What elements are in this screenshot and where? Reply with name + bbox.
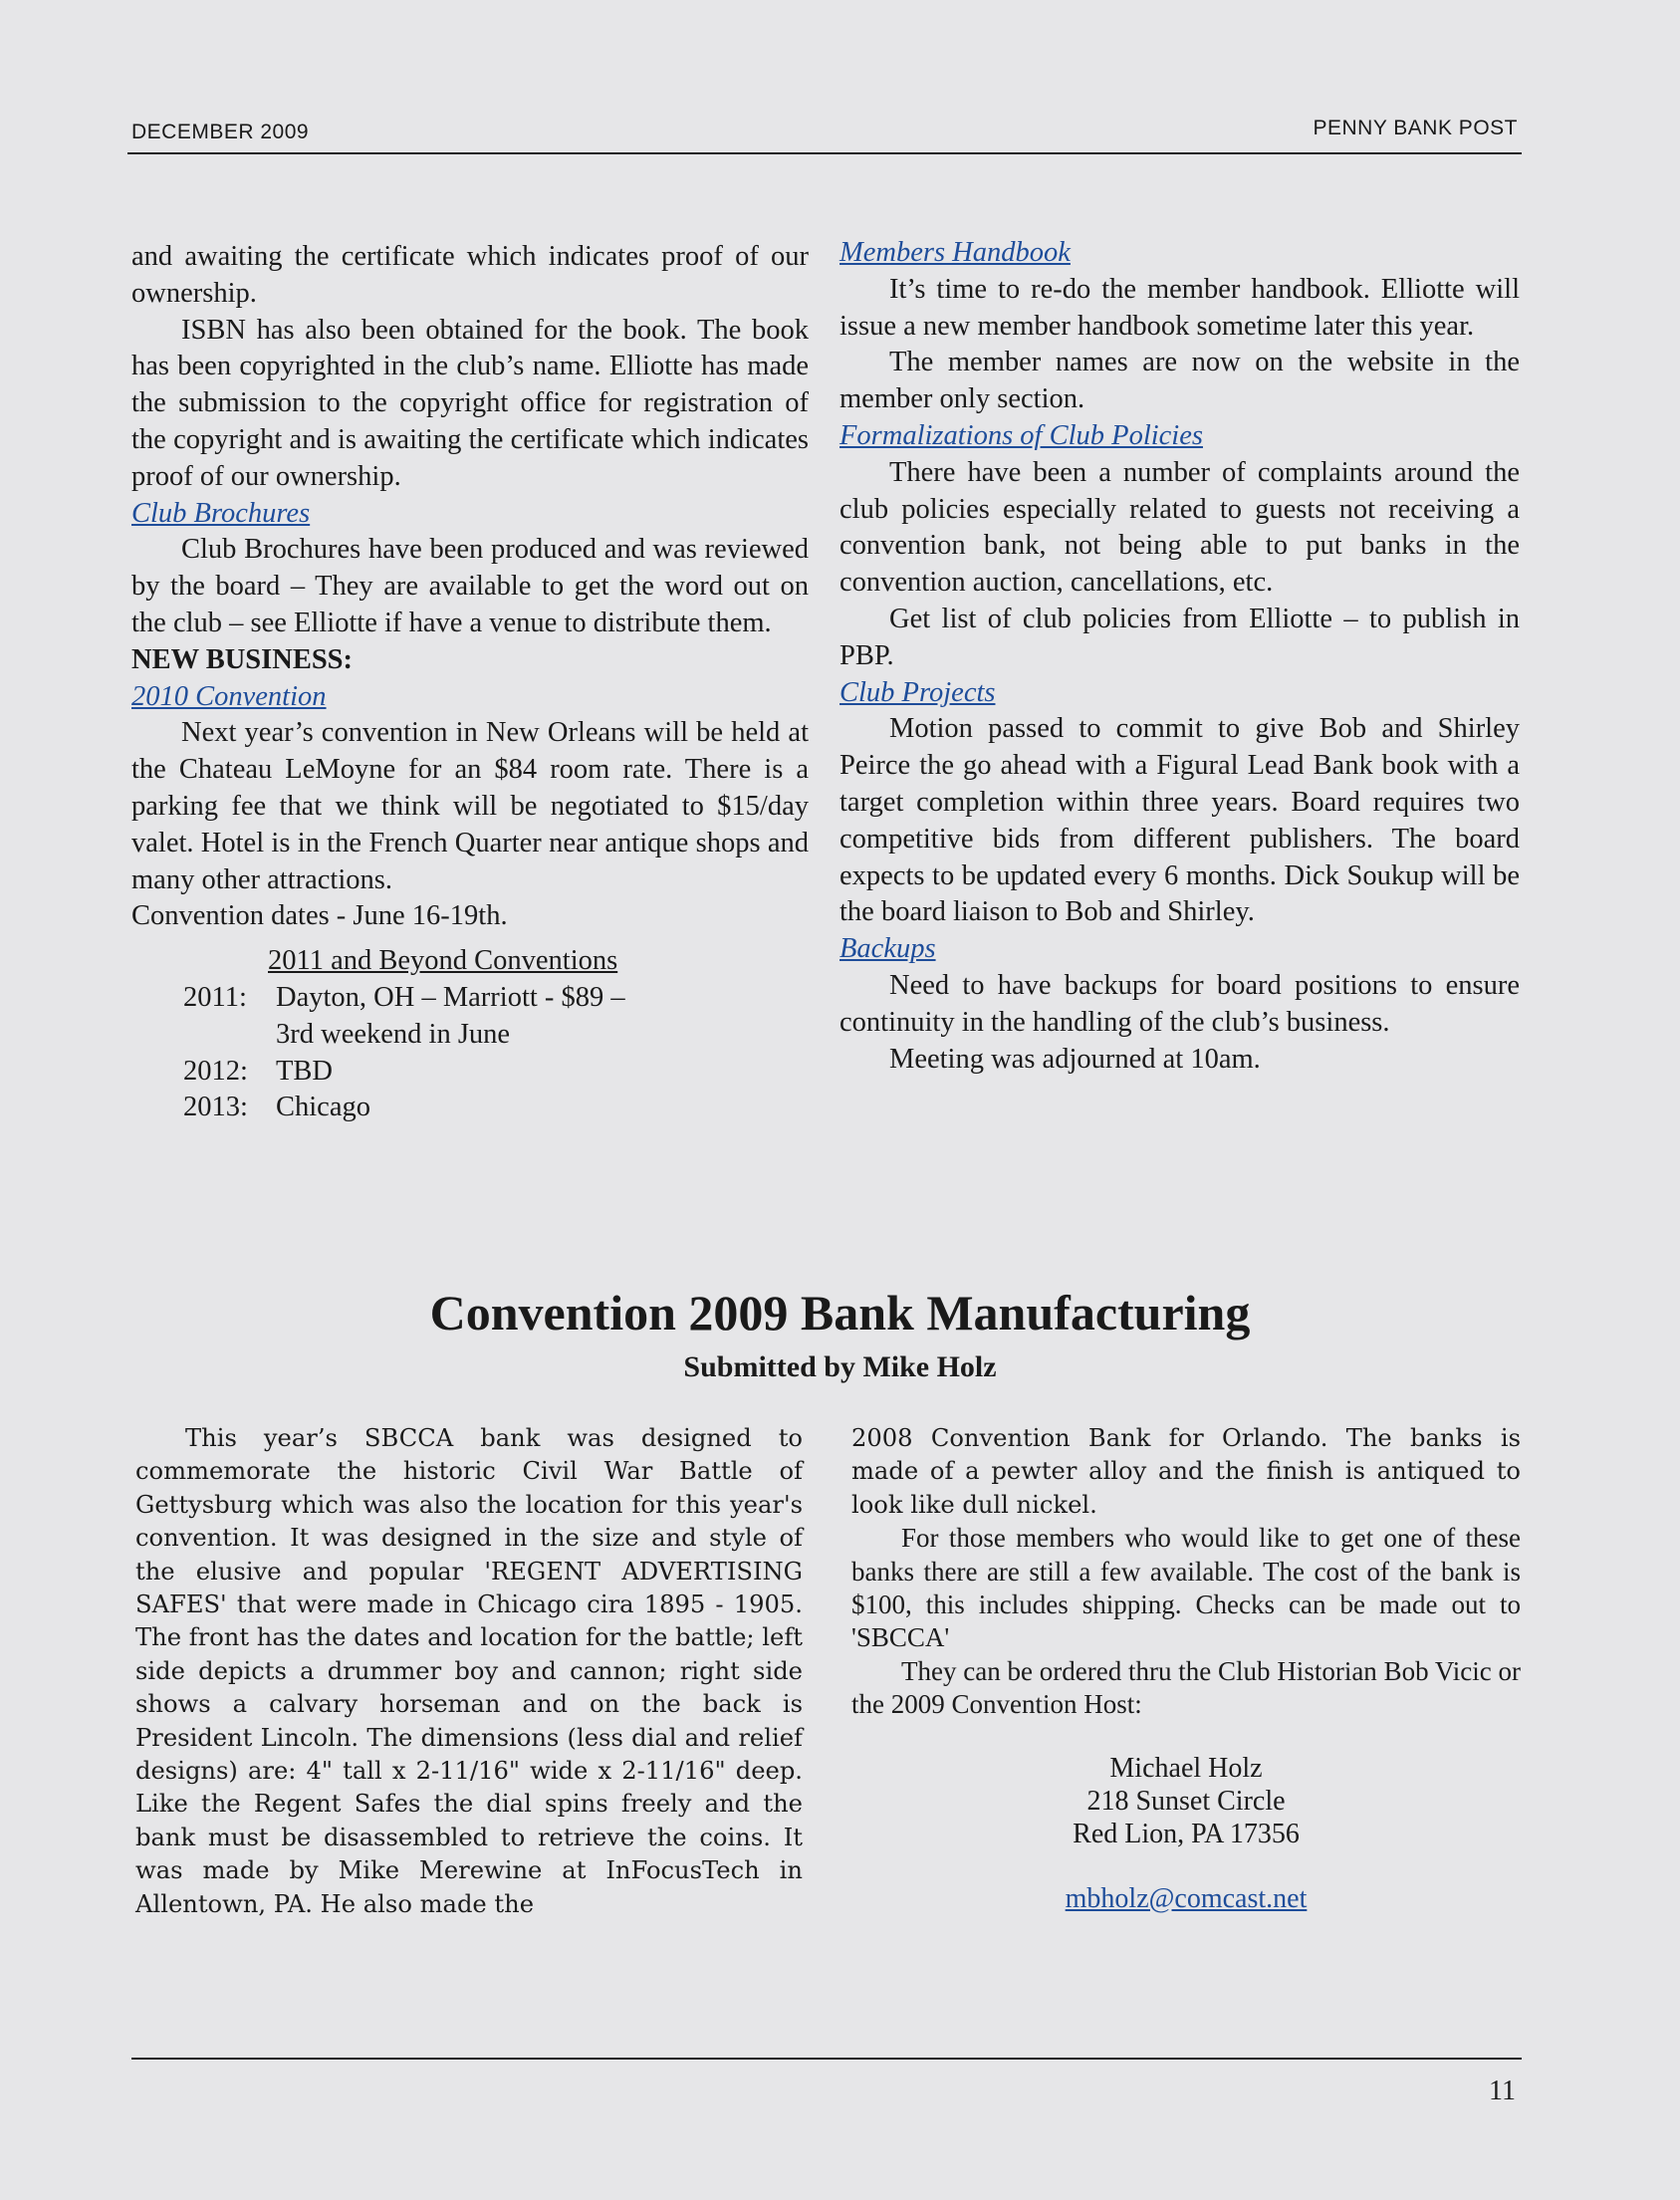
convention-location: Chicago (276, 1092, 370, 1123)
convention-location: Dayton, OH – Marriott - $89 – (276, 981, 625, 1013)
contact-email-link[interactable]: mbholz@comcast.net (1065, 1882, 1308, 1914)
minutes-paragraph: and awaiting the certificate which indicates proof of our ownership. (131, 241, 809, 309)
header-publication: PENNY BANK POST (1313, 117, 1518, 139)
minutes-paragraph: It’s time to re-do the member handbook. Elliotte will issue a new member handbook sometime later this year. (840, 273, 1520, 342)
section-heading-club-brochures: Club Brochures (131, 497, 311, 529)
convention-row (131, 980, 809, 1017)
conventions-table-title: 2011 and Beyond Conventions (268, 945, 618, 977)
section-heading-formalizations: Formalizations of Club Policies (840, 419, 1203, 451)
convention-location: 3rd weekend in June (276, 1018, 511, 1050)
minutes-paragraph: Convention dates - June 16-19th. (131, 900, 508, 932)
contact-address (851, 1752, 1521, 1915)
new-business-heading: NEW BUSINESS: (131, 643, 354, 675)
page-number: 11 (1489, 2076, 1516, 2106)
convention-row (131, 1017, 809, 1054)
convention-year: 2011: (183, 981, 247, 1013)
minutes-paragraph: Motion passed to commit to give Bob and Shirley Peirce the go ahead with a Figural Lead Bank book with a target completion within three years. Board requires two competitive bids from different publishers. The board expects to be updated every 6 months. Dick Soukup will be the board liaison to Bob and Shirley. (840, 713, 1520, 928)
convention-row (131, 1090, 809, 1126)
minutes-left-column (131, 239, 809, 1126)
convention-location: TBD (276, 1055, 333, 1087)
section-heading-club-projects: Club Projects (840, 676, 996, 708)
minutes-paragraph: Next year’s convention in New Orleans will be held at the Chateau LeMoyne for an $84 room rate. There is a parking fee that we think will be negotiated to $15/day valet. Hotel is in the French Quarter near antique shops and many other attractions. (131, 717, 809, 895)
section-heading-2010-convention: 2010 Convention (131, 680, 327, 712)
article-paragraph: 2008 Convention Bank for Orlando. The banks is made of a pewter alloy and the finish is antiqued to look like dull nickel. (851, 1424, 1521, 1519)
article-right-column (851, 1422, 1521, 1915)
minutes-paragraph: There have been a number of complaints around the club policies especially related to guests not receiving a convention bank, not being able to put banks in the convention auction, cancellations, etc. (840, 456, 1520, 599)
section-heading-backups: Backups (840, 933, 936, 965)
minutes-paragraph: Meeting was adjourned at 10am. (889, 1043, 1261, 1075)
convention-row (131, 1054, 809, 1091)
minutes-paragraph: Get list of club policies from Elliotte – to publish in PBP. (840, 603, 1520, 671)
article-left-column (135, 1422, 803, 1921)
minutes-paragraph: ISBN has also been obtained for the book. The book has been copyrighted in the club’s name. Elliotte has made the submission to the copyright office for registration of the copyright and is awaiting the certificate which indicates proof of our ownership. (131, 314, 809, 492)
article-paragraph: For those members who would like to get one of these banks there are still a few available. The cost of the bank is $100, this includes shipping. Checks can be made out to 'SBCCA' (851, 1523, 1521, 1653)
article-byline: Submitted by Mike Holz (683, 1350, 997, 1383)
article-title: Convention 2009 Bank Manufacturing (429, 1285, 1251, 1341)
article-paragraph: This year’s SBCCA bank was designed to commemorate the historic Civil War Battle of Gettysburg which was also the location for this year's convention. It was designed in the size and style of the elusive and popular 'REGENT ADVERTISING SAFES' that were made in Chicago cira 1895 - 1905. The front has the dates and location for the battle; left side depicts a drummer boy and cannon; right side shows a calvary horseman and on the back is President Lincoln. The dimensions (less dial and relief designs) are: 4" tall x 2-11/16" wide x 2-11/16" deep. Like the Regent Safes the dial spins freely and the bank must be disassembled to retrieve the coins. It was made by Mike Merewine at InFocusTech in Allentown, PA. He also made the (135, 1424, 803, 1918)
article-paragraph: They can be ordered thru the Club Historian Bob Vicic or the 2009 Convention Host: (851, 1655, 1521, 1720)
minutes-paragraph: Need to have backups for board positions to ensure continuity in the handling of the club’s business. (840, 969, 1520, 1038)
contact-name: Michael Holz (1109, 1752, 1263, 1784)
convention-year: 2012: (183, 1055, 248, 1087)
footer-rule (131, 2058, 1522, 2060)
header-date: DECEMBER 2009 (131, 121, 310, 143)
page-header (127, 117, 1522, 154)
contact-city: Red Lion, PA 17356 (1073, 1818, 1300, 1849)
convention-year: 2013: (183, 1092, 248, 1123)
minutes-right-column (840, 235, 1520, 1078)
minutes-paragraph: Club Brochures have been produced and was reviewed by the board – They are available to get the word out on the club – see Elliotte if have a venue to distribute them. (131, 534, 809, 638)
contact-street: 218 Sunset Circle (1086, 1785, 1286, 1817)
minutes-paragraph: The member names are now on the website in the member only section. (840, 347, 1520, 415)
convention-year (131, 1017, 276, 1054)
section-heading-members-handbook: Members Handbook (840, 237, 1071, 268)
